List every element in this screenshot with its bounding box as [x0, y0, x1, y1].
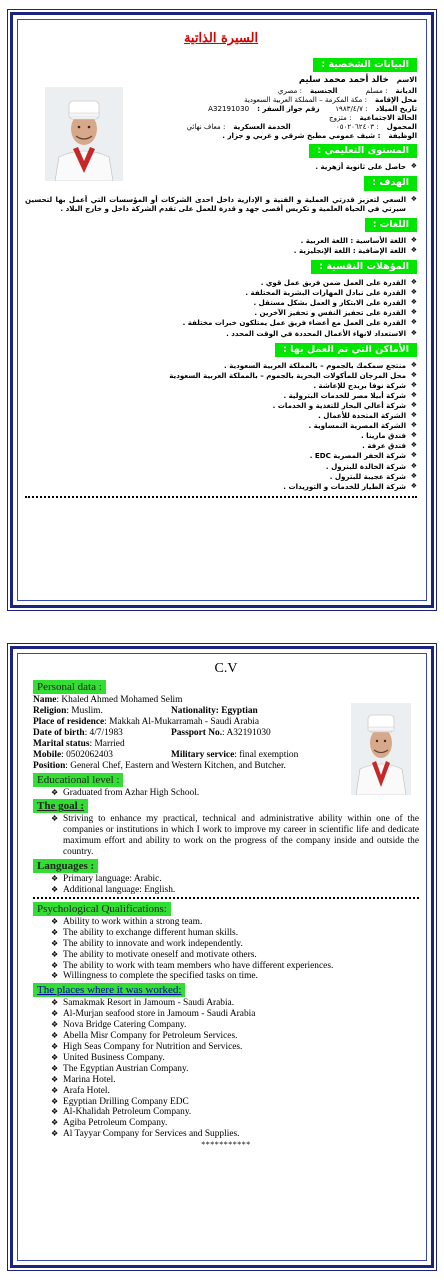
psych-item: ❖ Willingness to complete the specified tasks on time. [51, 971, 419, 982]
dotted-divider [25, 496, 417, 498]
place-item: ❖ Abella Misr Company for Petroleum Services. [51, 1031, 419, 1042]
psych-item: ❖ الاستعداد لانهاء الأعمال المحددة في الوقت المحدد . [25, 329, 417, 338]
field-position: Position : General Chef, Eastern and Western Kitchen, and Butcher. [33, 760, 286, 771]
place-item: ❖ شركة الطيار للخدمات و التوريدات . [25, 482, 417, 491]
field-mobile-military: المحمول : ٠٥٠٢٠٦٢٤٠٣ الخدمة العسكرية : معاف نهائي [186, 121, 417, 131]
field-marital: Marital status : Married [33, 738, 125, 749]
language-item: ❖ اللغة الأساسية : اللغة العربية . [25, 236, 417, 245]
psych-item: ❖ The ability to innovate and work independently. [51, 939, 419, 950]
field-religion-nationality: الديانة : مسلم الجنسية : مصري [277, 85, 417, 95]
section-header-psych: المؤهلات النفسية : [311, 260, 417, 274]
psych-item: ❖ Ability to work within a strong team. [51, 917, 419, 928]
field-residence: محل الإقامة : مكة المكرمة – المملكة العربية السعودية [244, 94, 417, 104]
place-item: ❖ شركة أعالي البحار للتغذية و الخدمات . [25, 401, 417, 410]
chef-portrait-photo [351, 703, 411, 795]
place-item: ❖ الشركة المصرية النمساوية . [25, 421, 417, 430]
psych-item: ❖ القدرة على تحفيز النفس و تحفيز الآخرين . [25, 308, 417, 317]
place-item: ❖ الشركة المتحدة للأعمال . [25, 411, 417, 420]
section-header-personal: البيانات الشخصية : [313, 58, 417, 72]
place-item: ❖ Agiba Petroleum Company. [51, 1118, 419, 1129]
section-header-goal: الهدف : [364, 176, 417, 190]
field-mobile-military: Mobile: 0502062403 Military service : final exemption [33, 749, 299, 760]
field-marital: الحالة الاجتماعية : متزوج [328, 112, 417, 122]
field-job: الوظيفة : شيف عمومي مطبخ شرقي و غربي و جزار . [222, 131, 417, 141]
place-item: ❖ محل المرجان للمأكولات البحرية بالجموم – بالمملكة العربية السعودية [25, 371, 417, 380]
language-item: ❖ Additional language: English. [51, 885, 419, 896]
place-item: ❖ شركة نوفا بريدج للإعاشة . [25, 381, 417, 390]
page-title: السيرة الذاتية [183, 31, 259, 46]
psych-item: ❖ The ability to exchange different human skills. [51, 928, 419, 939]
arabic-cv-page [10, 12, 434, 608]
section-header-places: The places where it was worked: [33, 983, 185, 997]
section-header-education: Educational level : [33, 773, 123, 787]
field-name: الاسم خالد أحمد محمد سليم [298, 74, 417, 85]
goal-text: ❖ Striving to enhance my practical, technical and administrative ability within one of the companies or institutions in which I work to improve my career in scientific life and dedicate maximum effort and ability to work on the progress of the company inside and outside the country. [51, 814, 419, 858]
place-item: ❖ High Seas Company for Nutrition and Services. [51, 1042, 419, 1053]
psych-item: ❖ القدرة على العمل مع أعضاء فريق عمل يمتلكون خبرات مختلفة . [25, 318, 417, 327]
psych-item: ❖ القدرة على الابتكار و العمل بشكل مستقل . [25, 298, 417, 307]
section-header-languages: Languages : [33, 859, 98, 873]
education-item: ❖ Graduated from Azhar High School. [51, 788, 419, 799]
place-item: ❖ فندق عرفة . [25, 441, 417, 450]
section-header-psych: Psychological Qualifications: [33, 902, 171, 916]
place-item: ❖ Egyptian Drilling Company EDC [51, 1097, 419, 1108]
section-header-languages: اللغات : [365, 218, 417, 232]
section-header-education: المستوى التعليمي : [309, 144, 417, 158]
language-item: ❖ اللغة الإضافية : اللغة الإنجليزية . [25, 246, 417, 255]
field-religion-nationality: Religion: Muslim. Nationality : Egyptian [33, 706, 258, 717]
place-item: ❖ Al Tayyar Company for Services and Supplies. [51, 1129, 419, 1140]
place-item: ❖ شركة الخالدة للبترول . [25, 462, 417, 471]
place-item: ❖ Arafa Hotel. [51, 1086, 419, 1097]
dotted-divider [33, 897, 419, 899]
section-header-places: الأماكن التي تم العمل بها : [275, 343, 417, 357]
field-name: Name : Khaled Ahmed Mohamed Selim [33, 695, 183, 706]
field-residence: Place of residence : Makkah Al-Mukarramah - Saudi Arabia [33, 717, 260, 728]
place-item: ❖ The Egyptian Austrian Company. [51, 1064, 419, 1075]
stars-divider: *********** [201, 1140, 251, 1150]
place-item: ❖ فندق مارينا . [25, 431, 417, 440]
place-item: ❖ شركة الحفر المصرية EDC . [25, 451, 417, 460]
english-cv-page [10, 646, 434, 1268]
psych-item: ❖ The ability to motivate oneself and motivate others. [51, 950, 419, 961]
place-item: ❖ منتجع سمكمك بالجموم – بالمملكة العربية السعودية . [25, 361, 417, 370]
psych-item: ❖ The ability to work with team members who have different experiences. [51, 961, 419, 972]
place-item: ❖ United Business Company. [51, 1053, 419, 1064]
goal-text: ❖ السعي لتعزيز قدرتي العملية و الفنية و الإدارية داخل احدى الشركات أو المؤسسات التي أعمل بها لتحسين سيرتي في الحياة العلمية و تكريس أقصى جهد و قدرة للعمل على تقدم الشركة داخل و خارج البلاد . [25, 195, 417, 213]
place-item: ❖ Marina Hotel. [51, 1075, 419, 1086]
place-item: ❖ شركة أبيلا مصر للخدمات البترولية . [25, 391, 417, 400]
field-birth-passport: Date of birth: 4/7/1983 Passport No. : A32191030 [33, 727, 271, 738]
place-item: ❖ Nova Bridge Catering Company. [51, 1020, 419, 1031]
place-item: ❖ Al-Murjan seafood store in Jamoum - Saudi Arabia [51, 1009, 419, 1020]
section-header-personal: Personal data : [33, 680, 106, 694]
section-header-goal: The goal : [33, 799, 88, 813]
place-item: ❖ شركة عجيبة للبترول . [25, 472, 417, 481]
page-title: C.V [214, 661, 238, 676]
psych-item: ❖ القدرة على تبادل المهارات البشرية المختلفة . [25, 288, 417, 297]
psych-item: ❖ القدرة على العمل ضمن فريق عمل قوي . [25, 278, 417, 287]
place-item: ❖ Al-Khalidah Petroleum Company. [51, 1107, 419, 1118]
place-item: ❖ Samakmak Resort in Jamoum - Saudi Arabia. [51, 998, 419, 1009]
field-birth-passport: تاريخ الميلاد : ١٩٨٣/٤/٧ رقم جواز السفر : A32191030 [208, 103, 417, 113]
language-item: ❖ Primary language: Arabic. [51, 874, 419, 885]
education-item: ❖ حاصل على ثانوية أزهرية . [25, 162, 417, 171]
